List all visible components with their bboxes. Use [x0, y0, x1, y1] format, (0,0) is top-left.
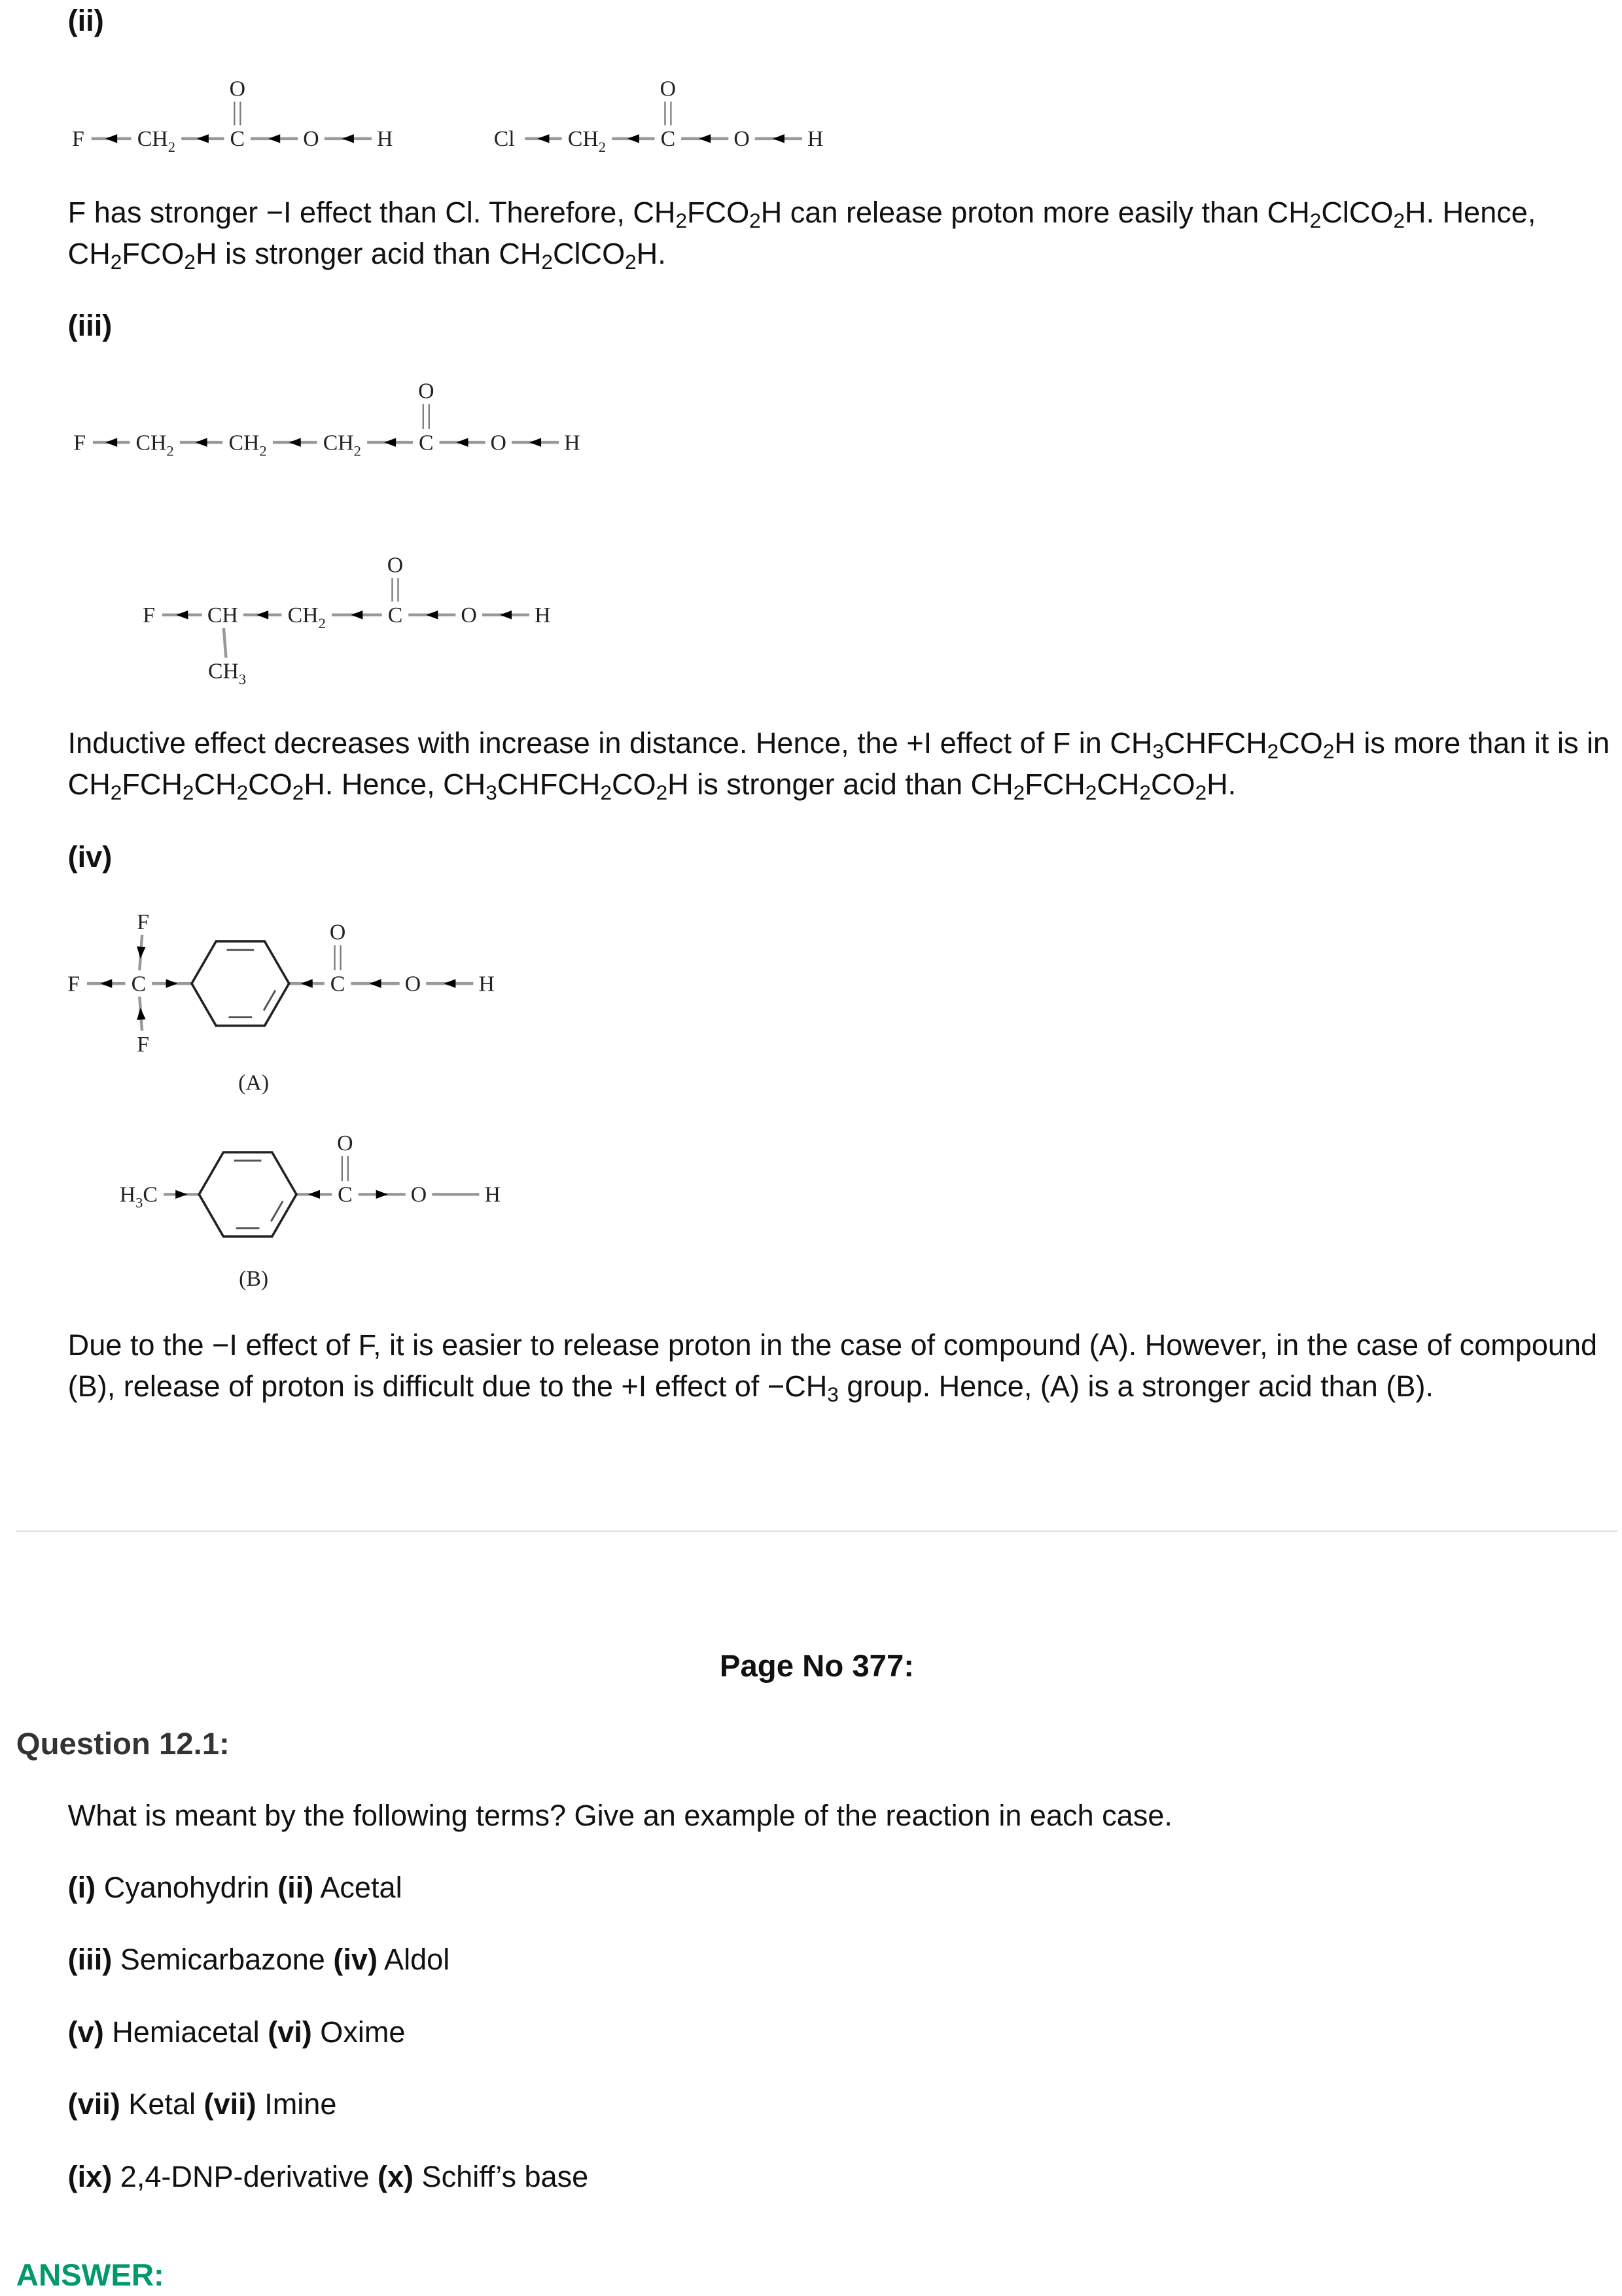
atom-label: $CH_2$	[228, 431, 267, 459]
atom-label: C	[230, 127, 245, 152]
inductive-arrow-icon	[773, 134, 785, 143]
text-run: FCH	[122, 768, 183, 802]
atom-label: C	[330, 972, 345, 997]
inductive-arrow-icon	[105, 438, 117, 447]
compound-b-caption: (B)	[239, 1267, 269, 1292]
subscript: 2	[541, 249, 553, 274]
item-number: (iii)	[67, 1943, 113, 1977]
atom-label: C	[131, 972, 147, 997]
subscript: 2	[625, 249, 637, 274]
inductive-arrow-icon	[384, 438, 396, 447]
text-run: Hemiacetal	[103, 2015, 268, 2049]
text-run: H is more than it is in CH	[67, 726, 1610, 802]
text-run: Oxime	[311, 2015, 406, 2049]
subscript: 3	[485, 781, 497, 805]
atom-label: CH	[207, 603, 238, 628]
atom-label: O	[461, 603, 477, 628]
item-number: (vii)	[67, 2087, 120, 2121]
atom-label: F	[137, 1032, 149, 1057]
text-run: CHFCH	[1163, 726, 1267, 760]
text-run: H is stronger acid than CH	[667, 768, 1014, 802]
text-run: Acetal	[313, 1871, 402, 1905]
atom-label: O	[303, 127, 319, 152]
text-run: Inductive effect decreases with increase in distance. Hence, the +I effect of F in CH	[67, 726, 1153, 760]
text-run: FCH	[1025, 768, 1085, 802]
atom-label: Cl	[493, 127, 515, 152]
atom-label: F	[137, 910, 149, 934]
bond-line	[224, 628, 226, 658]
atom-label: C	[387, 603, 403, 628]
text-run: Ketal	[120, 2087, 204, 2121]
subscript: 2	[1139, 781, 1151, 805]
text-run: CO	[248, 768, 292, 802]
text-run: H. Hence, CH	[67, 195, 1536, 271]
inductive-arrow-icon	[627, 134, 639, 143]
item-number: (vii)	[203, 2087, 256, 2121]
text-run: CO	[1278, 726, 1323, 760]
atom-label: H	[484, 1182, 501, 1207]
text-run: ClCO	[552, 237, 626, 271]
question-item-line	[68, 2156, 1616, 2197]
subscript: 2	[1393, 208, 1405, 232]
question-text: What is meant by the following terms? Give an example of the reaction in each case.	[67, 1798, 1172, 1832]
text-run: ClCO	[1321, 195, 1394, 229]
question-item-line	[68, 2011, 1616, 2053]
atom-label: H	[376, 127, 393, 152]
compound-a-caption: (A)	[238, 1070, 270, 1095]
atom-label: H	[564, 431, 580, 455]
inductive-arrow-icon	[500, 610, 512, 620]
subscript: 2	[184, 249, 196, 274]
question-title: Question 12.1:	[16, 1727, 230, 1762]
atom-label: F	[67, 972, 80, 997]
item-number: (ix)	[67, 2159, 113, 2193]
part-iv-label: (iv)	[67, 839, 113, 874]
atom-label: O	[329, 920, 346, 945]
item-number: (x)	[377, 2159, 414, 2193]
atom-label: F	[143, 603, 156, 628]
subscript: 2	[1013, 781, 1025, 805]
question-item-line	[68, 2083, 1616, 2125]
text-run: CO	[612, 768, 656, 802]
trifluoromethylbenzoic-acid-structure	[67, 910, 495, 1095]
subscript: 2	[182, 781, 194, 805]
inductive-arrow-icon	[289, 438, 301, 447]
item-number: (ii)	[277, 1871, 314, 1905]
subscript: 2	[600, 781, 612, 805]
section-divider	[16, 1530, 1617, 1532]
inductive-arrow-icon	[301, 979, 313, 988]
subscript: 2	[675, 208, 688, 232]
text-run: Semicarbazone	[112, 1943, 334, 1977]
item-number: (iv)	[333, 1943, 378, 1977]
atom-label: $H_3C$	[119, 1182, 158, 1211]
inductive-arrow-icon	[105, 134, 117, 143]
text-run: group. Hence, (A) is a stronger acid than (B).	[838, 1369, 1434, 1403]
answer-label: ANSWER:	[16, 2257, 164, 2293]
subscript: 2	[749, 208, 761, 232]
subscript: 2	[236, 781, 249, 805]
inductive-arrow-icon	[529, 438, 541, 447]
inductive-arrow-icon	[166, 979, 178, 988]
text-run: H. Hence, CH	[304, 768, 486, 802]
atom-label: O	[660, 77, 677, 101]
subscript: 2	[292, 781, 304, 805]
atom-label: O	[410, 1182, 427, 1207]
atom-label: $CH_2$	[323, 431, 361, 459]
inductive-arrow-icon	[176, 610, 188, 620]
subscript: 3	[827, 1382, 839, 1406]
subscript: 2	[1085, 781, 1097, 805]
subscript: 2	[1267, 739, 1279, 764]
text-run: FCO	[687, 195, 750, 229]
ring-double-bond	[264, 990, 275, 1010]
page-number: Page No 377:	[719, 1649, 915, 1684]
subscript: 2	[110, 781, 122, 805]
atom-label: C	[660, 127, 676, 152]
ring-double-bond	[271, 1201, 283, 1222]
atom-label: C	[338, 1182, 353, 1207]
atom-label: $CH_3$	[207, 659, 247, 688]
text-run: 2,4-DNP-derivative	[112, 2159, 378, 2193]
atom-label: F	[73, 431, 86, 455]
inductive-arrow-icon	[342, 134, 354, 143]
inductive-arrow-icon	[444, 979, 455, 988]
question-item-line	[68, 1939, 1616, 1980]
atom-label: $CH_2$	[567, 127, 607, 156]
part-iii-label: (iii)	[67, 309, 113, 343]
atom-label: H	[807, 127, 824, 152]
inductive-arrow-icon	[370, 979, 381, 988]
text-run: H.	[1207, 768, 1237, 802]
3-fluorobutanoic-acid-structure	[143, 553, 550, 687]
atom-label: H	[478, 972, 495, 997]
item-number: (vi)	[268, 2015, 312, 2049]
inductive-arrow-icon	[351, 610, 362, 620]
text-run: CHFCH	[497, 768, 601, 802]
4-fluorobutanoic-acid-structure	[73, 379, 580, 459]
benzene-ring-icon	[192, 942, 289, 1026]
inductive-arrow-icon	[197, 134, 209, 143]
inductive-arrow-icon	[308, 1190, 320, 1199]
atom-label: $CH_2$	[135, 431, 174, 459]
item-number: (v)	[67, 2015, 104, 2049]
question-item-line	[68, 1867, 1616, 1908]
atom-label: C	[419, 431, 434, 455]
methylbenzoic-acid-structure	[120, 1131, 501, 1291]
text-run: Schiff’s base	[414, 2159, 589, 2193]
text-run: Imine	[256, 2087, 337, 2121]
atom-label: O	[337, 1131, 353, 1156]
text-run: Aldol	[377, 1943, 450, 1977]
inductive-arrow-icon	[456, 438, 468, 447]
text-run: F has stronger −I effect than Cl. Therefore, CH	[67, 195, 676, 229]
atom-label: O	[490, 431, 506, 455]
text-run: CO	[1150, 768, 1195, 802]
inductive-arrow-icon	[537, 134, 549, 143]
text-run: H.	[636, 237, 666, 271]
text-run: H can release proton more easily than CH	[760, 195, 1310, 229]
inductive-arrow-icon	[376, 1190, 388, 1199]
atom-label: $CH_2$	[287, 603, 326, 632]
subscript: 2	[1309, 208, 1322, 232]
atom-label: O	[418, 379, 434, 404]
atom-label: O	[387, 553, 404, 578]
atom-label: $CH_2$	[137, 127, 175, 156]
text-run: H is stronger acid than CH	[195, 237, 542, 271]
subscript: 2	[110, 249, 122, 274]
inductive-arrow-icon	[175, 1190, 187, 1199]
subscript: 2	[656, 781, 668, 805]
text-run: CH	[194, 768, 237, 802]
item-number: (i)	[67, 1871, 96, 1905]
benzene-ring-icon	[199, 1152, 296, 1237]
atom-label: O	[404, 972, 421, 997]
subscript: 2	[1195, 781, 1207, 805]
fluoroacetic-acid-structure	[72, 77, 393, 155]
atom-label: O	[733, 127, 750, 152]
atom-label: O	[229, 77, 246, 101]
text-run: Due to the −I effect of F, it is easier to release proton in the case of compound (A). However, in the case of compound (B), release of proton is difficult due to the +I effect of −CH	[67, 1328, 1598, 1403]
subscript: 3	[1152, 739, 1164, 764]
part-ii-label: (ii)	[67, 4, 104, 37]
inductive-arrow-icon	[256, 610, 268, 620]
text-run: FCO	[122, 237, 185, 271]
inductive-arrow-icon	[699, 134, 711, 143]
text-run: Cyanohydrin	[96, 1871, 278, 1905]
inductive-arrow-icon	[426, 610, 438, 620]
subscript: 2	[1322, 739, 1335, 764]
inductive-arrow-icon	[100, 979, 112, 988]
inductive-arrow-icon	[268, 134, 280, 143]
atom-label: F	[72, 127, 84, 152]
text-run: CH	[1097, 768, 1140, 802]
atom-label: H	[535, 603, 551, 628]
inductive-arrow-icon	[196, 438, 207, 447]
chloroacetic-acid-structure	[494, 77, 824, 155]
